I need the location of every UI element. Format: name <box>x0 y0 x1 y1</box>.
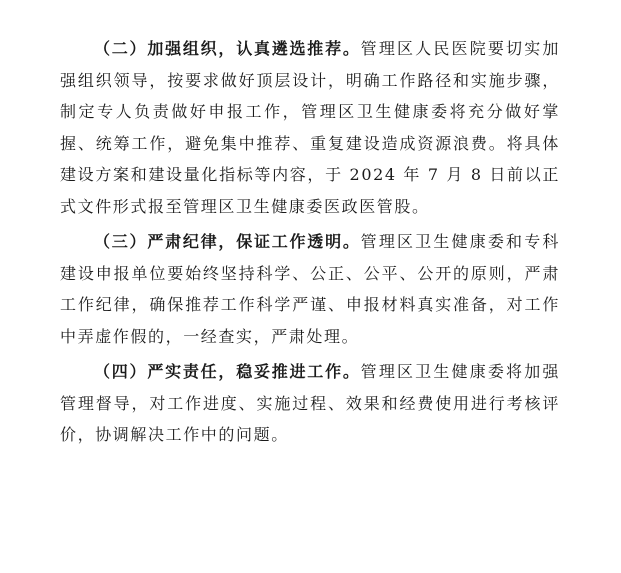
paragraph-body: 管理区卫生健康委和专科建设申报单位要始终坚持科学、公正、公平、公开的原则，严肃工作纪律，确保推荐工作科学严谨、申报材料真实准备，对工作中弄虚作假的，一经查实，严肃处理。 <box>60 232 560 346</box>
paragraph-heading: （三）严肃纪律，保证工作透明。 <box>94 232 361 251</box>
paragraph-discipline <box>60 226 560 352</box>
document-page <box>60 33 560 451</box>
paragraph-body: 管理区卫生健康委将加强管理督导，对工作进度、实施过程、效果和经费使用进行考核评价，协调解决工作中的问题。 <box>60 362 560 444</box>
paragraph-organization <box>60 33 560 222</box>
paragraph-responsibility <box>60 356 560 451</box>
paragraph-body: 管理区人民医院要切实加强组织领导，按要求做好顶层设计，明确工作路径和实施步骤，制定专人负责做好申报工作，管理区卫生健康委将充分做好掌握、统筹工作，避免集中推荐、重复建设造成资源浪费。将具体建设方案和建设量化指标等内容，于 2024 年 7 月 8 日前以正式文件形式报至管理区卫生健康委医政医管股。 <box>60 39 560 216</box>
paragraph-heading: （四）严实责任，稳妥推进工作。 <box>94 362 361 381</box>
paragraph-heading: （二）加强组织，认真遴选推荐。 <box>94 39 361 58</box>
